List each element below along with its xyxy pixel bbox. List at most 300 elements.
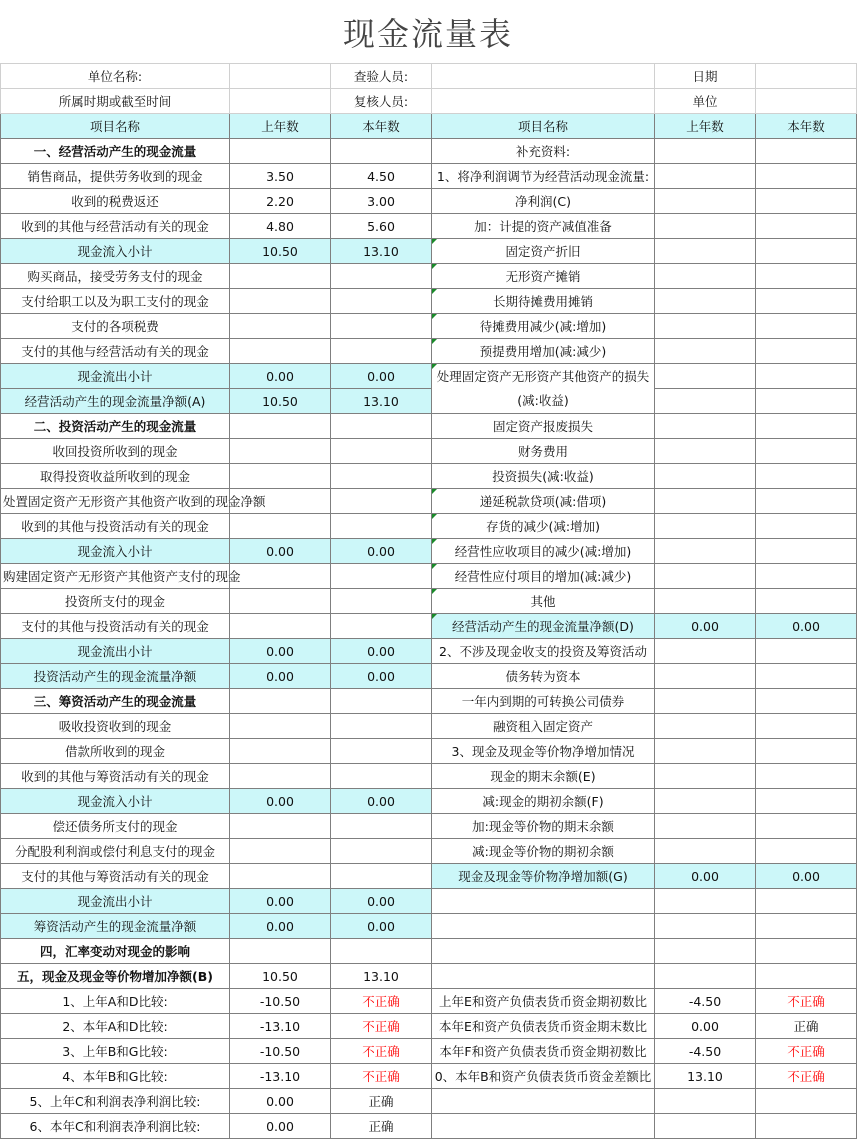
value-cell[interactable]: [756, 789, 857, 814]
value-cell[interactable]: 0.00: [230, 914, 331, 939]
item-name-cell[interactable]: 一年内到期的可转换公司债券: [432, 689, 655, 714]
item-name-cell[interactable]: [432, 964, 655, 989]
item-name-cell[interactable]: 现金流入小计: [1, 789, 230, 814]
item-name-cell[interactable]: 借款所收到的现金: [1, 739, 230, 764]
item-name-cell[interactable]: 三、筹资活动产生的现金流量: [1, 689, 230, 714]
value-cell[interactable]: [655, 164, 756, 189]
value-cell[interactable]: 13.10: [331, 239, 432, 264]
item-name-cell[interactable]: 筹资活动产生的现金流量净额: [1, 914, 230, 939]
value-cell[interactable]: [655, 214, 756, 239]
value-cell[interactable]: 0.00: [655, 864, 756, 889]
value-cell[interactable]: 13.10: [655, 1064, 756, 1089]
item-name-cell[interactable]: 财务费用: [432, 439, 655, 464]
item-name-cell[interactable]: 4、本年B和G比较:: [1, 1064, 230, 1089]
value-cell[interactable]: [331, 564, 432, 589]
value-cell[interactable]: 5.60: [331, 214, 432, 239]
value-cell[interactable]: 10.50: [230, 239, 331, 264]
value-cell[interactable]: [331, 514, 432, 539]
header-row: [1, 64, 857, 89]
header-cell[interactable]: 单位名称:: [1, 64, 230, 89]
item-name-cell[interactable]: 2、本年A和D比较:: [1, 1014, 230, 1039]
column-header[interactable]: 本年数: [756, 114, 857, 139]
value-cell[interactable]: [655, 764, 756, 789]
value-cell[interactable]: 正确: [756, 1014, 857, 1039]
value-cell[interactable]: [655, 814, 756, 839]
table-row: [1, 389, 857, 414]
value-cell[interactable]: [230, 564, 331, 589]
value-cell[interactable]: [756, 914, 857, 939]
item-name-cell[interactable]: [432, 914, 655, 939]
value-cell[interactable]: [756, 439, 857, 464]
value-cell[interactable]: 0.00: [230, 1089, 331, 1114]
table-row: [1, 1039, 857, 1064]
value-cell[interactable]: [756, 339, 857, 364]
value-cell[interactable]: [331, 139, 432, 164]
item-name-cell[interactable]: 现金流入小计: [1, 539, 230, 564]
column-header[interactable]: 项目名称: [1, 114, 230, 139]
item-name-cell[interactable]: 经营性应收项目的减少(减:增加): [432, 539, 655, 564]
item-name-cell[interactable]: [432, 1089, 655, 1114]
value-cell[interactable]: [655, 539, 756, 564]
table-row: [1, 689, 857, 714]
item-name-cell[interactable]: 投资所支付的现金: [1, 589, 230, 614]
value-cell[interactable]: [756, 264, 857, 289]
table-row: [1, 514, 857, 539]
value-cell[interactable]: -10.50: [230, 989, 331, 1014]
value-cell[interactable]: [230, 464, 331, 489]
value-cell[interactable]: [230, 289, 331, 314]
value-cell[interactable]: [756, 814, 857, 839]
value-cell[interactable]: [331, 439, 432, 464]
sheet-title: 现金流量表: [0, 0, 856, 64]
value-cell[interactable]: 0.00: [655, 1014, 756, 1039]
cash-flow-table: [0, 63, 857, 1139]
table-row: [1, 814, 857, 839]
value-cell[interactable]: [655, 239, 756, 264]
value-cell[interactable]: [655, 789, 756, 814]
value-cell[interactable]: [230, 814, 331, 839]
item-name-cell[interactable]: 本年F和资产负债表货币资金期初数比: [432, 1039, 655, 1064]
item-name-cell[interactable]: [432, 889, 655, 914]
value-cell[interactable]: [756, 939, 857, 964]
value-cell[interactable]: [331, 614, 432, 639]
value-cell[interactable]: 3.50: [230, 164, 331, 189]
item-name-cell[interactable]: 3、上年B和G比较:: [1, 1039, 230, 1064]
item-name-cell[interactable]: 取得投资收益所收到的现金: [1, 464, 230, 489]
table-row: [1, 339, 857, 364]
value-cell[interactable]: -13.10: [230, 1014, 331, 1039]
item-name-cell[interactable]: 收到的其他与筹资活动有关的现金: [1, 764, 230, 789]
value-cell[interactable]: [655, 889, 756, 914]
table-row: [1, 864, 857, 889]
item-name-cell[interactable]: 预提费用增加(减:减少): [432, 339, 655, 364]
item-name-cell[interactable]: 加:现金等价物的期末余额: [432, 814, 655, 839]
value-cell[interactable]: [230, 839, 331, 864]
table-row: [1, 439, 857, 464]
value-cell[interactable]: [756, 1114, 857, 1139]
value-cell[interactable]: 10.50: [230, 389, 331, 414]
item-name-cell[interactable]: 现金流入小计: [1, 239, 230, 264]
item-name-cell[interactable]: 6、本年C和利润表净利润比较:: [1, 1114, 230, 1139]
value-cell[interactable]: [331, 339, 432, 364]
item-name-cell[interactable]: 支付给职工以及为职工支付的现金: [1, 289, 230, 314]
item-name-cell[interactable]: 加：计提的资产减值准备: [432, 214, 655, 239]
value-cell[interactable]: 0.00: [230, 364, 331, 389]
value-cell[interactable]: -10.50: [230, 1039, 331, 1064]
table-row: [1, 714, 857, 739]
item-name-cell[interactable]: 购买商品，接受劳务支付的现金: [1, 264, 230, 289]
value-cell[interactable]: [756, 464, 857, 489]
table-row: [1, 1089, 857, 1114]
value-cell[interactable]: 0.00: [331, 639, 432, 664]
table-row: [1, 664, 857, 689]
header-cell[interactable]: [432, 64, 655, 89]
item-name-cell[interactable]: 递延税款贷项(减:借项): [432, 489, 655, 514]
value-cell[interactable]: 3.00: [331, 189, 432, 214]
item-name-cell[interactable]: 收到的税费返还: [1, 189, 230, 214]
value-cell[interactable]: [756, 539, 857, 564]
value-cell[interactable]: [655, 914, 756, 939]
value-cell[interactable]: 0.00: [331, 889, 432, 914]
value-cell[interactable]: 2.20: [230, 189, 331, 214]
value-cell[interactable]: [230, 139, 331, 164]
item-name-cell[interactable]: 现金流出小计: [1, 639, 230, 664]
value-cell[interactable]: 0.00: [331, 539, 432, 564]
value-cell[interactable]: 0.00: [756, 864, 857, 889]
value-cell[interactable]: 0.00: [230, 664, 331, 689]
value-cell[interactable]: [756, 764, 857, 789]
value-cell[interactable]: [655, 939, 756, 964]
item-name-cell[interactable]: [432, 1114, 655, 1139]
item-name-cell[interactable]: [432, 939, 655, 964]
value-cell[interactable]: [331, 464, 432, 489]
value-cell[interactable]: [655, 714, 756, 739]
value-cell[interactable]: [756, 639, 857, 664]
value-cell[interactable]: -13.10: [230, 1064, 331, 1089]
value-cell[interactable]: [331, 589, 432, 614]
item-name-cell[interactable]: 一、经营活动产生的现金流量: [1, 139, 230, 164]
item-name-cell[interactable]: 净利润(C): [432, 189, 655, 214]
table-row: [1, 889, 857, 914]
value-cell[interactable]: [655, 964, 756, 989]
table-row: [1, 639, 857, 664]
value-cell[interactable]: [756, 589, 857, 614]
item-name-cell[interactable]: 收到的其他与投资活动有关的现金: [1, 514, 230, 539]
value-cell[interactable]: [756, 514, 857, 539]
value-cell[interactable]: [756, 964, 857, 989]
header-cell[interactable]: [230, 64, 331, 89]
value-cell[interactable]: [230, 614, 331, 639]
value-cell[interactable]: [655, 314, 756, 339]
table-row: [1, 264, 857, 289]
value-cell[interactable]: [331, 864, 432, 889]
value-cell[interactable]: [655, 364, 756, 389]
item-name-cell[interactable]: 偿还债务所支付的现金: [1, 814, 230, 839]
item-name-cell[interactable]: 收回投资所收到的现金: [1, 439, 230, 464]
table-row: [1, 839, 857, 864]
value-cell[interactable]: [655, 389, 756, 414]
value-cell[interactable]: [756, 1089, 857, 1114]
value-cell[interactable]: [230, 689, 331, 714]
value-cell[interactable]: 正确: [331, 1089, 432, 1114]
header-cell[interactable]: 查验人员:: [331, 64, 432, 89]
item-name-cell[interactable]: 减:现金等价物的期初余额: [432, 839, 655, 864]
value-cell[interactable]: [756, 414, 857, 439]
value-cell[interactable]: [331, 314, 432, 339]
value-cell[interactable]: 0.00: [230, 789, 331, 814]
table-row: [1, 239, 857, 264]
value-cell[interactable]: [230, 339, 331, 364]
value-cell[interactable]: [756, 389, 857, 414]
item-name-cell[interactable]: 分配股利利润或偿付利息支付的现金: [1, 839, 230, 864]
header-cell[interactable]: 复核人员:: [331, 89, 432, 114]
item-name-cell[interactable]: 现金流出小计: [1, 889, 230, 914]
value-cell[interactable]: [230, 764, 331, 789]
table-row: [1, 489, 857, 514]
item-name-cell[interactable]: 上年E和资产负债表货币资金期初数比: [432, 989, 655, 1014]
value-cell[interactable]: [331, 489, 432, 514]
value-cell[interactable]: [331, 764, 432, 789]
table-row: [1, 564, 857, 589]
table-row: [1, 139, 857, 164]
item-name-cell[interactable]: 无形资产摊销: [432, 264, 655, 289]
item-name-cell[interactable]: 其他: [432, 589, 655, 614]
value-cell[interactable]: [655, 414, 756, 439]
value-cell[interactable]: 4.80: [230, 214, 331, 239]
item-name-cell[interactable]: 处置固定资产无形资产其他资产收到的现金净额: [1, 489, 230, 514]
item-name-cell[interactable]: 5、上年C和利润表净利润比较:: [1, 1089, 230, 1114]
table-row: [1, 414, 857, 439]
value-cell[interactable]: [756, 214, 857, 239]
value-cell[interactable]: [756, 564, 857, 589]
value-cell[interactable]: [756, 314, 857, 339]
table-row: [1, 164, 857, 189]
item-name-cell[interactable]: 补充资料:: [432, 139, 655, 164]
value-cell[interactable]: [756, 739, 857, 764]
value-cell[interactable]: [230, 514, 331, 539]
value-cell[interactable]: 正确: [331, 1114, 432, 1139]
item-name-cell[interactable]: 长期待摊费用摊销: [432, 289, 655, 314]
value-cell[interactable]: 4.50: [331, 164, 432, 189]
value-cell[interactable]: 0.00: [230, 889, 331, 914]
value-cell[interactable]: [331, 689, 432, 714]
table-row: [1, 289, 857, 314]
header-cell[interactable]: 所属时期或截至时间: [1, 89, 230, 114]
table-row: [1, 1014, 857, 1039]
value-cell[interactable]: 10.50: [230, 964, 331, 989]
value-cell[interactable]: 0.00: [230, 1114, 331, 1139]
table-row: [1, 189, 857, 214]
value-cell[interactable]: 不正确: [756, 1039, 857, 1064]
table-row: [1, 789, 857, 814]
value-cell[interactable]: -4.50: [655, 1039, 756, 1064]
value-cell[interactable]: 0.00: [230, 639, 331, 664]
value-cell[interactable]: [756, 364, 857, 389]
value-cell[interactable]: [230, 864, 331, 889]
header-cell[interactable]: [756, 89, 857, 114]
value-cell[interactable]: [655, 839, 756, 864]
value-cell[interactable]: [331, 289, 432, 314]
value-cell[interactable]: [331, 814, 432, 839]
item-name-cell[interactable]: 1、将净利润调节为经营活动现金流量:: [432, 164, 655, 189]
value-cell[interactable]: [756, 714, 857, 739]
item-name-cell[interactable]: 固定资产报废损失: [432, 414, 655, 439]
item-name-cell[interactable]: 现金及现金等价物净增加额(G): [432, 864, 655, 889]
item-name-cell[interactable]: 投资活动产生的现金流量净额: [1, 664, 230, 689]
header-row: [1, 89, 857, 114]
value-cell[interactable]: [230, 439, 331, 464]
value-cell[interactable]: [331, 739, 432, 764]
table-row: [1, 989, 857, 1014]
item-name-cell[interactable]: 支付的其他与经营活动有关的现金: [1, 339, 230, 364]
value-cell[interactable]: 不正确: [756, 1064, 857, 1089]
item-name-cell[interactable]: 吸收投资收到的现金: [1, 714, 230, 739]
table-row: [1, 764, 857, 789]
item-name-cell[interactable]: 经营活动产生的现金流量净额(A): [1, 389, 230, 414]
value-cell[interactable]: [655, 489, 756, 514]
value-cell[interactable]: [655, 1089, 756, 1114]
item-name-cell[interactable]: 经营活动产生的现金流量净额(D): [432, 614, 655, 639]
value-cell[interactable]: 13.10: [331, 389, 432, 414]
value-cell[interactable]: 0.00: [331, 914, 432, 939]
value-cell[interactable]: [756, 164, 857, 189]
value-cell[interactable]: [230, 414, 331, 439]
value-cell[interactable]: [756, 889, 857, 914]
value-cell[interactable]: [230, 739, 331, 764]
value-cell[interactable]: [756, 839, 857, 864]
item-name-cell[interactable]: 处理固定资产无形资产其他资产的损失(减:收益): [432, 364, 655, 414]
value-cell[interactable]: [655, 589, 756, 614]
table-row: [1, 1064, 857, 1089]
item-name-cell[interactable]: 支付的各项税费: [1, 314, 230, 339]
item-name-cell[interactable]: 固定资产折旧: [432, 239, 655, 264]
item-name-cell[interactable]: 融资租入固定资产: [432, 714, 655, 739]
table-row: [1, 314, 857, 339]
item-name-cell[interactable]: 购建固定资产无形资产其他资产支付的现金: [1, 564, 230, 589]
value-cell[interactable]: 0.00: [331, 364, 432, 389]
value-cell[interactable]: [756, 289, 857, 314]
value-cell[interactable]: 不正确: [331, 1014, 432, 1039]
value-cell[interactable]: [756, 139, 857, 164]
table-row: [1, 214, 857, 239]
table-row: [1, 589, 857, 614]
value-cell[interactable]: [655, 739, 756, 764]
value-cell[interactable]: 不正确: [331, 989, 432, 1014]
value-cell[interactable]: [230, 589, 331, 614]
header-cell[interactable]: 日期: [655, 64, 756, 89]
item-name-cell[interactable]: 二、投资活动产生的现金流量: [1, 414, 230, 439]
value-cell[interactable]: 0.00: [756, 614, 857, 639]
value-cell[interactable]: 不正确: [331, 1039, 432, 1064]
value-cell[interactable]: [230, 714, 331, 739]
value-cell[interactable]: [655, 439, 756, 464]
value-cell[interactable]: [756, 239, 857, 264]
value-cell[interactable]: [756, 189, 857, 214]
value-cell[interactable]: [655, 564, 756, 589]
column-header[interactable]: 项目名称: [432, 114, 655, 139]
column-header[interactable]: 上年数: [230, 114, 331, 139]
value-cell[interactable]: [230, 314, 331, 339]
table-row: [1, 464, 857, 489]
value-cell[interactable]: 0.00: [331, 664, 432, 689]
value-cell[interactable]: [655, 139, 756, 164]
value-cell[interactable]: [756, 689, 857, 714]
header-cell[interactable]: [230, 89, 331, 114]
value-cell[interactable]: 不正确: [331, 1064, 432, 1089]
value-cell[interactable]: [230, 939, 331, 964]
item-name-cell[interactable]: 现金的期末余额(E): [432, 764, 655, 789]
item-name-cell[interactable]: 债务转为资本: [432, 664, 655, 689]
value-cell[interactable]: [655, 639, 756, 664]
item-name-cell[interactable]: 1、上年A和D比较:: [1, 989, 230, 1014]
table-row: [1, 614, 857, 639]
table-row: [1, 739, 857, 764]
value-cell[interactable]: [230, 264, 331, 289]
value-cell[interactable]: [655, 464, 756, 489]
value-cell[interactable]: [756, 664, 857, 689]
value-cell[interactable]: [655, 289, 756, 314]
table-row: [1, 914, 857, 939]
item-name-cell[interactable]: 0、本年B和资产负债表货币资金差额比: [432, 1064, 655, 1089]
value-cell[interactable]: [655, 189, 756, 214]
item-name-cell[interactable]: 五，现金及现金等价物增加净额(B): [1, 964, 230, 989]
header-cell[interactable]: [432, 89, 655, 114]
value-cell[interactable]: [331, 939, 432, 964]
item-name-cell[interactable]: 收到的其他与经营活动有关的现金: [1, 214, 230, 239]
value-cell[interactable]: 0.00: [230, 539, 331, 564]
header-cell[interactable]: 单位: [655, 89, 756, 114]
value-cell[interactable]: [655, 689, 756, 714]
value-cell[interactable]: [655, 664, 756, 689]
value-cell[interactable]: -4.50: [655, 989, 756, 1014]
item-name-cell[interactable]: 销售商品，提供劳务收到的现金: [1, 164, 230, 189]
item-name-cell[interactable]: 经营性应付项目的增加(减:减少): [432, 564, 655, 589]
value-cell[interactable]: [756, 489, 857, 514]
item-name-cell[interactable]: 3、现金及现金等价物净增加情况: [432, 739, 655, 764]
value-cell[interactable]: [655, 514, 756, 539]
value-cell[interactable]: [655, 339, 756, 364]
column-header[interactable]: 本年数: [331, 114, 432, 139]
value-cell[interactable]: 0.00: [655, 614, 756, 639]
item-name-cell[interactable]: 支付的其他与投资活动有关的现金: [1, 614, 230, 639]
item-name-cell[interactable]: 本年E和资产负债表货币资金期末数比: [432, 1014, 655, 1039]
value-cell[interactable]: [331, 264, 432, 289]
value-cell[interactable]: 不正确: [756, 989, 857, 1014]
item-name-cell[interactable]: 四，汇率变动对现金的影响: [1, 939, 230, 964]
item-name-cell[interactable]: 现金流出小计: [1, 364, 230, 389]
table-row: [1, 364, 857, 389]
value-cell[interactable]: 13.10: [331, 964, 432, 989]
value-cell[interactable]: [331, 714, 432, 739]
column-header[interactable]: 上年数: [655, 114, 756, 139]
value-cell[interactable]: [655, 1114, 756, 1139]
column-header-row: [1, 114, 857, 139]
item-name-cell[interactable]: 支付的其他与筹资活动有关的现金: [1, 864, 230, 889]
item-name-cell[interactable]: 待摊费用减少(减:增加): [432, 314, 655, 339]
item-name-cell[interactable]: 存货的减少(减:增加): [432, 514, 655, 539]
value-cell[interactable]: [331, 839, 432, 864]
item-name-cell[interactable]: 减:现金的期初余额(F): [432, 789, 655, 814]
item-name-cell[interactable]: 2、不涉及现金收支的投资及筹资活动: [432, 639, 655, 664]
value-cell[interactable]: [655, 264, 756, 289]
table-row: [1, 1114, 857, 1139]
header-cell[interactable]: [756, 64, 857, 89]
table-row: [1, 964, 857, 989]
table-row: [1, 939, 857, 964]
value-cell[interactable]: 0.00: [331, 789, 432, 814]
item-name-cell[interactable]: 投资损失(减:收益): [432, 464, 655, 489]
value-cell[interactable]: [331, 414, 432, 439]
